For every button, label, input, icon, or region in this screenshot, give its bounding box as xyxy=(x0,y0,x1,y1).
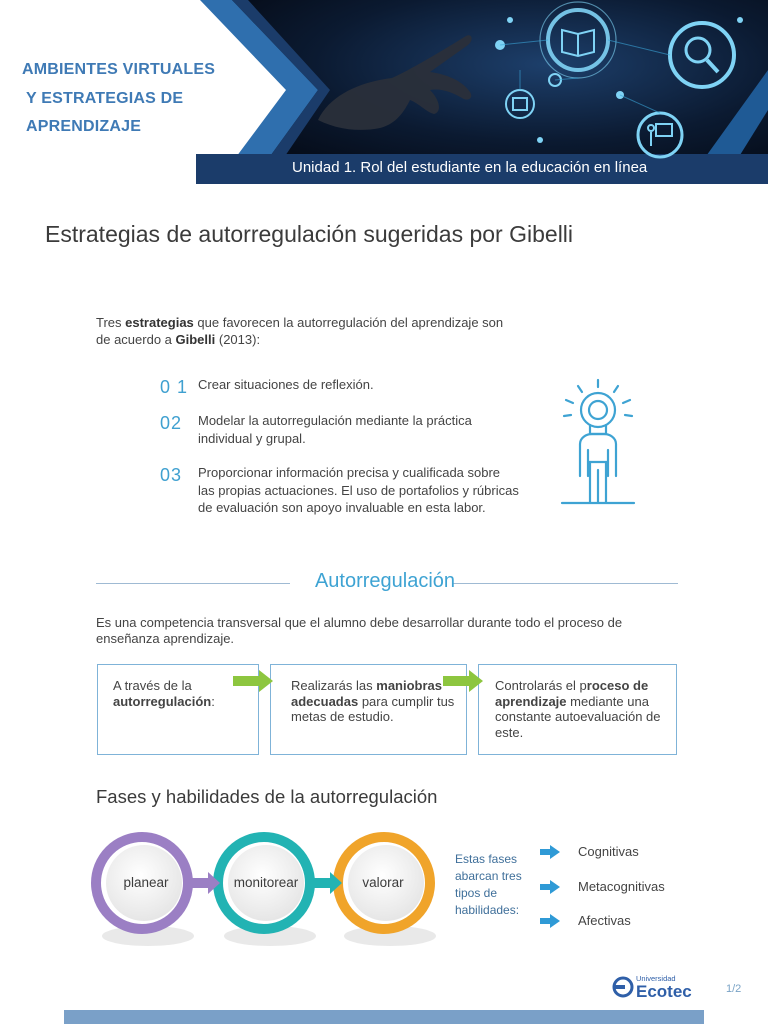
logo-small-text: Universidad xyxy=(636,974,676,983)
phase-label-monitorear: monitorear xyxy=(233,875,299,890)
course-title-line-1: AMBIENTES VIRTUALES xyxy=(22,61,216,78)
strategy-number: 02 xyxy=(160,413,183,433)
header-banner xyxy=(0,0,768,184)
intro-bold-gibelli: Gibelli xyxy=(175,332,216,347)
box-text-pre: A través de la xyxy=(113,678,192,693)
strategy-text: Proporcionar información precisa y cualificada sobre las propias actuaciones. El uso de portafolios y rúbricas de evaluación son apoyo invaluable en esta labor. xyxy=(198,465,519,515)
habilidad-item-2 xyxy=(540,879,665,894)
info-box-text xyxy=(495,678,673,740)
lightbulb-person-icon xyxy=(556,378,640,508)
section-heading-autorregulacion xyxy=(0,570,768,593)
blue-arrow-icon xyxy=(540,845,560,859)
box-text-pre: Realizarás las xyxy=(291,678,377,693)
intro-pre: Tres xyxy=(96,315,126,330)
habilidad-label: Metacognitivas xyxy=(578,879,665,894)
phases-diagram xyxy=(90,828,450,952)
habilidad-label: Afectivas xyxy=(578,913,631,928)
box-text-post: para cumplir tus metas de estudio. xyxy=(291,693,455,724)
strategy-item-2 xyxy=(160,412,520,447)
box-text-pre: Controlarás el p xyxy=(495,678,587,693)
box-text-bold: roceso de aprendizaje xyxy=(495,678,649,709)
intro-paragraph xyxy=(96,314,516,348)
habilidad-label: Cognitivas xyxy=(578,844,639,859)
course-title-line-3: APRENDIZAJE xyxy=(26,118,142,135)
strategy-number: 0 1 xyxy=(160,377,189,397)
strategy-item-3 xyxy=(160,464,520,517)
intro-post: (2013): xyxy=(215,332,261,347)
info-box-text xyxy=(113,678,253,709)
box-text-post: : xyxy=(211,693,215,709)
green-arrow-icon xyxy=(233,670,273,692)
habilidad-item-3 xyxy=(540,913,631,928)
section-heading-text: Autorregulación xyxy=(314,570,456,592)
info-box-text xyxy=(291,678,461,725)
box-text-post: mediante una constante autoevaluación de este. xyxy=(495,693,661,740)
phase-label-valorar: valorar xyxy=(362,875,404,890)
intro-mid: que favorecen la autorregulación del aprendizaje son de acuerdo a xyxy=(96,315,504,347)
habilidad-item-1 xyxy=(540,844,639,859)
course-title-line-2: Y ESTRATEGIAS DE xyxy=(26,89,184,107)
phase-label-planear: planear xyxy=(123,875,169,890)
blue-arrow-icon xyxy=(540,914,560,928)
strategy-item-1 xyxy=(160,376,520,396)
course-title xyxy=(22,56,242,142)
footer-bar xyxy=(64,1010,704,1024)
info-box-2 xyxy=(270,664,467,755)
autorregulacion-description: Es una competencia transversal que el alumno debe desarrollar durante todo el proceso de enseñanza aprendizaje. xyxy=(96,615,623,646)
habilidades-intro: Estas fases abarcan tres tipos de habilidades: xyxy=(455,852,522,917)
fases-title: Fases y habilidades de la autorregulación xyxy=(96,786,438,807)
green-arrow-icon xyxy=(443,670,483,692)
box-text-bold: autorregulación xyxy=(113,693,212,709)
page-number: 1/2 xyxy=(726,983,742,995)
box-text-bold: maniobras adecuadas xyxy=(291,678,443,709)
strategy-text: Crear situaciones de reflexión. xyxy=(198,377,374,392)
unit-label: Unidad 1. Rol del estudiante en la educación en línea xyxy=(292,159,648,176)
logo-big-text: Ecotec xyxy=(636,982,692,1000)
strategy-number: 03 xyxy=(160,465,183,485)
strategy-text: Modelar la autorregulación mediante la práctica individual y grupal. xyxy=(198,413,472,446)
blue-arrow-icon xyxy=(540,880,560,894)
info-box-3 xyxy=(478,664,677,755)
intro-bold-estrategias: estrategias xyxy=(125,315,194,330)
ecotec-logo xyxy=(612,972,696,1000)
page-title: Estrategias de autorregulación sugeridas por Gibelli xyxy=(45,221,574,247)
